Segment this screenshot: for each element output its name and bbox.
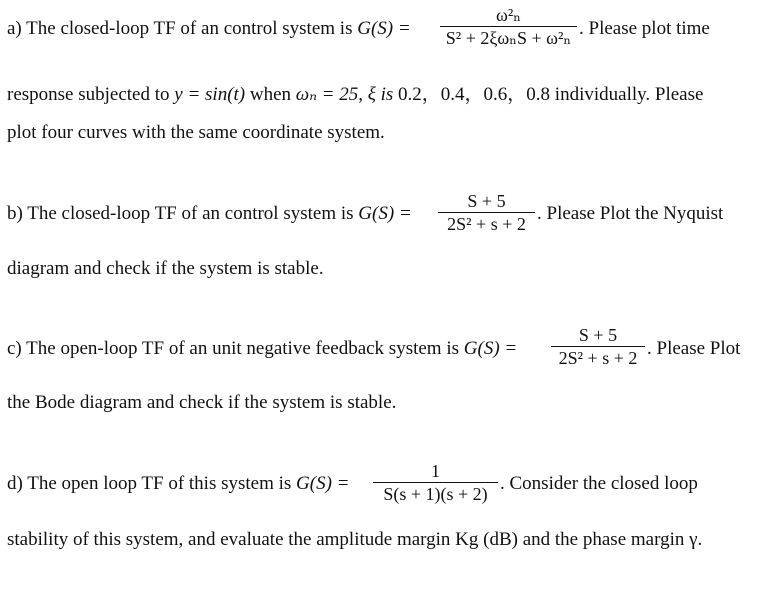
question-b-numerator: S + 5 <box>467 191 506 211</box>
question-d-g-symbol: G(S) = <box>296 473 350 494</box>
question-b-intro: b) The closed-loop TF of an control system is <box>7 203 359 224</box>
question-c-fraction <box>551 324 645 369</box>
question-d-line-1-end: . Consider the closed loop <box>500 473 698 494</box>
question-c-numerator: S + 5 <box>578 325 618 345</box>
question-a-line-2 <box>7 79 703 106</box>
question-b-denominator: 2S² + s + 2 <box>447 214 526 234</box>
question-b-fraction <box>438 190 535 235</box>
question-c-line-1 <box>7 338 517 360</box>
question-c-g-symbol: G(S) = <box>463 338 518 359</box>
question-a-when: when <box>245 84 296 105</box>
question-b-line-2: diagram and check if the system is stable. <box>7 258 324 279</box>
question-a-line-1-end: . Please plot time <box>579 18 710 39</box>
question-d-numerator: 1 <box>431 461 440 481</box>
question-a-numerator: ω²ₙ <box>495 5 522 25</box>
question-d-intro: d) The open loop TF of this system is <box>7 473 297 494</box>
question-a-input: y = sin(t) <box>174 84 246 105</box>
question-a-g-symbol: G(S) = <box>357 18 411 39</box>
question-a-omega: ωₙ = 25, ξ is <box>295 84 394 105</box>
question-a-values: 0.2，0.4，0.6，0.8 individually. Please <box>393 84 704 105</box>
question-c-intro: c) The open-loop TF of an unit negative feedback system is <box>7 338 464 359</box>
question-a-intro: a) The closed-loop TF of an control system is <box>7 18 358 39</box>
question-b-g-symbol: G(S) = <box>358 203 412 224</box>
question-a-line-3: plot four curves with the same coordinate system. <box>7 122 385 143</box>
question-d-denominator: S(s + 1)(s + 2) <box>383 484 488 504</box>
question-b-line-1 <box>7 203 412 225</box>
question-b-line-1-end: . Please Plot the Nyquist <box>537 203 724 224</box>
question-d-fraction <box>373 460 498 505</box>
question-a-line-1 <box>7 18 411 40</box>
question-a-response-text: response subjected to <box>7 84 175 105</box>
question-c-line-2: the Bode diagram and check if the system is stable. <box>7 392 397 413</box>
question-a-fraction <box>440 4 577 49</box>
question-d-line-1 <box>7 473 350 495</box>
question-d-line-2: stability of this system, and evaluate the amplitude margin Kg (dB) and the phase margin γ. <box>7 529 703 550</box>
question-a-denominator: S² + 2ξωₙS + ω²ₙ <box>445 28 572 48</box>
question-c-line-1-end: . Please Plot <box>647 338 741 359</box>
question-c-denominator: 2S² + s + 2 <box>558 348 638 368</box>
